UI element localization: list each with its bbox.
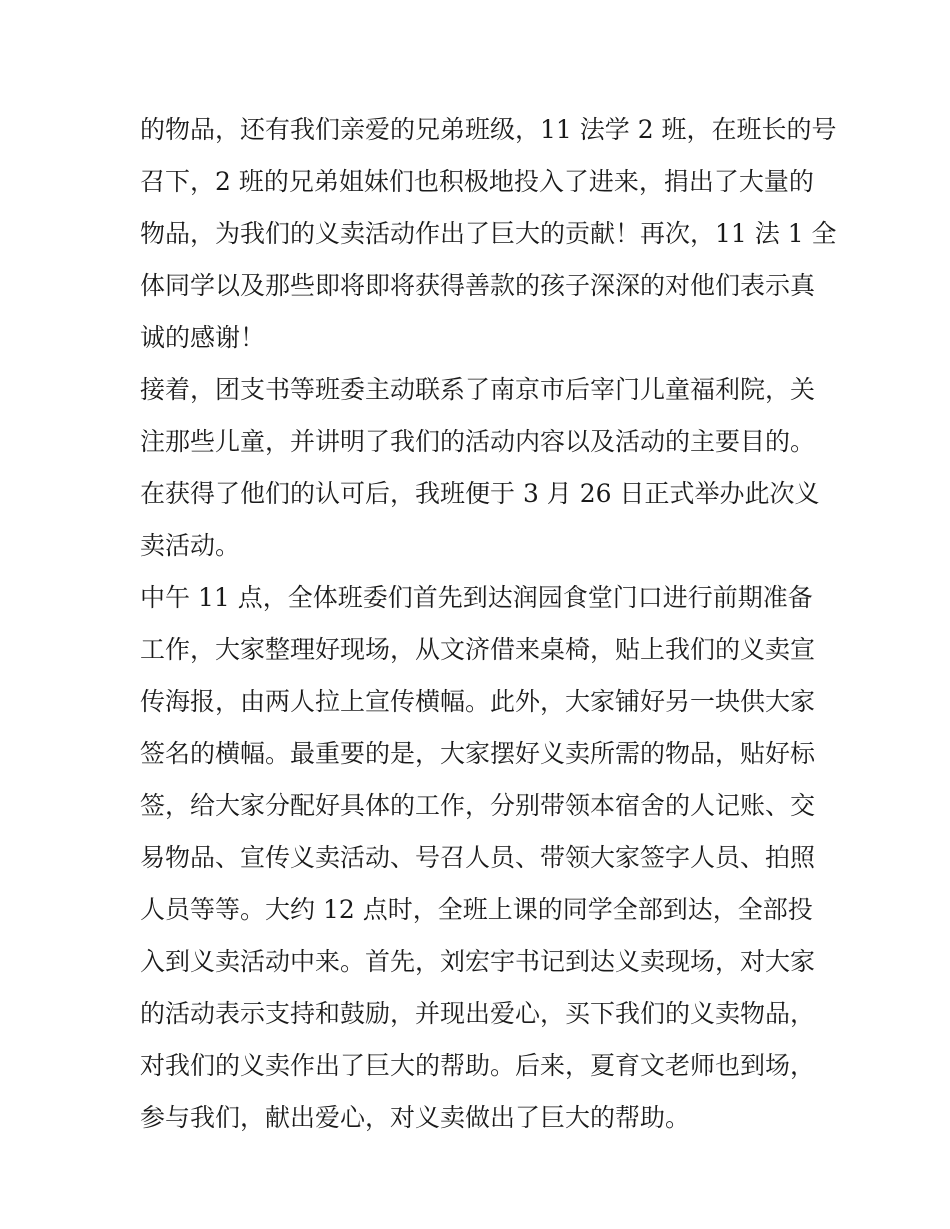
text-line: 召下，2 班的兄弟姐妹们也积极地投入了进来，捐出了大量的: [140, 167, 814, 196]
text-line: 工作，大家整理好现场，从文济借来桌椅，贴上我们的义卖宣: [140, 635, 816, 664]
text-line: 接着，团支书等班委主动联系了南京市后宰门儿童福利院，关: [140, 375, 816, 404]
text-line: 体同学以及那些即将即将获得善款的孩子深深的对他们表示真: [140, 271, 816, 300]
text-line: 注那些儿童，并讲明了我们的活动内容以及活动的主要目的。: [140, 427, 816, 456]
text-line: 签名的横幅。最重要的是，大家摆好义卖所需的物品，贴好标: [140, 739, 816, 768]
body-text: [140, 104, 837, 1144]
text-line: 传海报，由两人拉上宣传横幅。此外，大家铺好另一块供大家: [140, 687, 816, 716]
text-line: 物品，为我们的义卖活动作出了巨大的贡献！再次，11 法 1 全: [140, 219, 837, 248]
text-line: 诚的感谢！: [140, 323, 266, 352]
text-line: 参与我们，献出爱心，对义卖做出了巨大的帮助。: [140, 1103, 691, 1132]
text-line: 卖活动。: [140, 531, 241, 560]
text-line: 对我们的义卖作出了巨大的帮助。后来，夏育文老师也到场，: [140, 1051, 816, 1080]
text-line: 在获得了他们的认可后，我班便于 3 月 26 日正式举办此次义: [140, 479, 820, 508]
text-line: 易物品、宣传义卖活动、号召人员、带领大家签字人员、拍照: [140, 843, 816, 872]
text-line: 的活动表示支持和鼓励，并现出爱心，买下我们的义卖物品，: [140, 999, 816, 1028]
text-line: 人员等等。大约 12 点时，全班上课的同学全部到达，全部投: [140, 895, 813, 924]
text-line: 中午 11 点，全体班委们首先到达润园食堂门口进行前期准备: [140, 583, 813, 612]
text-line: 签，给大家分配好具体的工作，分别带领本宿舍的人记账、交: [140, 791, 816, 820]
text-line: 入到义卖活动中来。首先，刘宏宇书记到达义卖现场，对大家: [140, 947, 816, 976]
text-line: 的物品，还有我们亲爱的兄弟班级，11 法学 2 班，在班长的号: [140, 115, 837, 144]
